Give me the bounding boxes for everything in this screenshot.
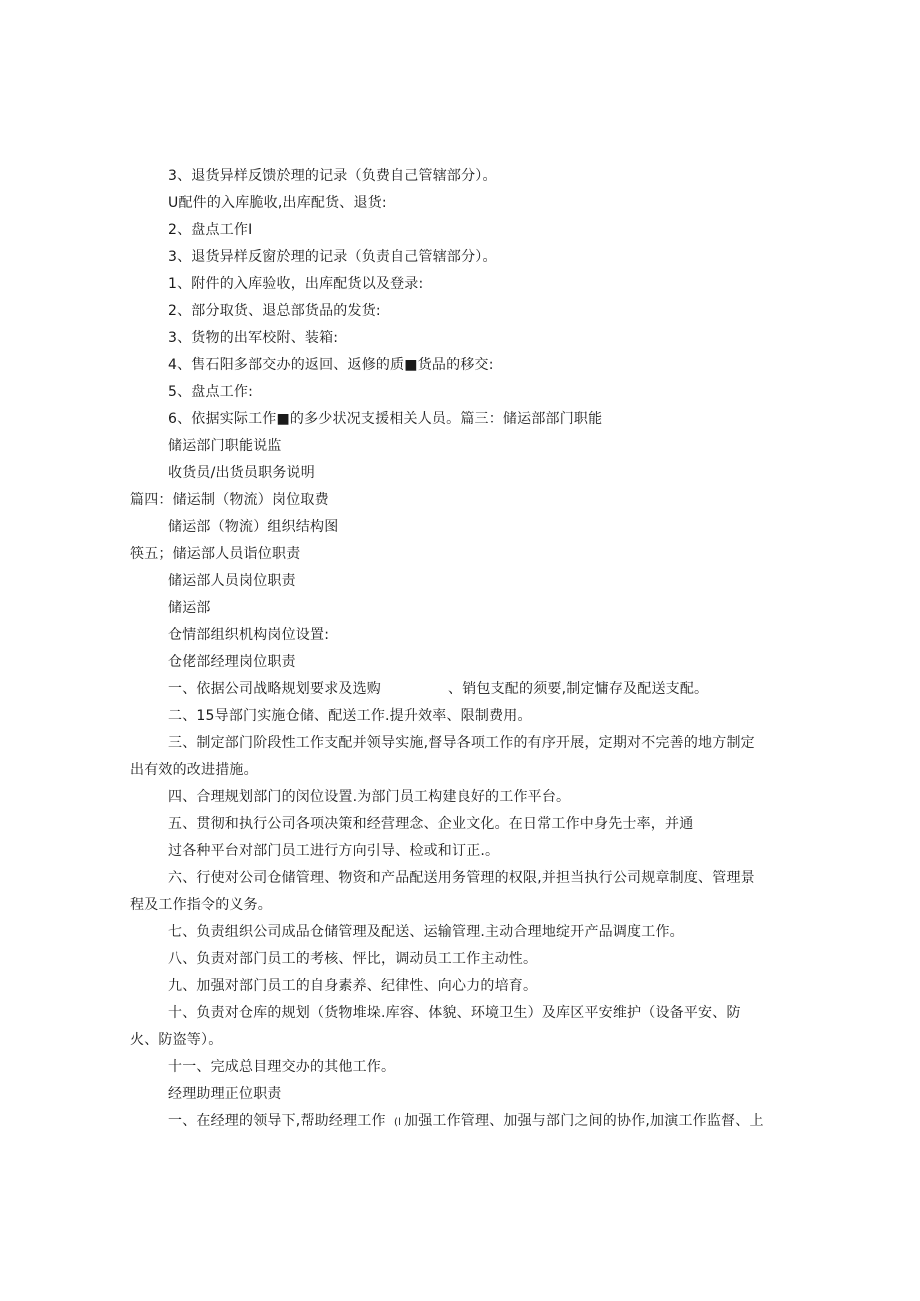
text-line: 、销包支配的须要,制定慵存及配送支配。	[448, 681, 709, 697]
text-line: 十一、完成总目理交办的其他工作。	[168, 1059, 396, 1075]
text-line: 储运部人员岗位职责	[168, 573, 296, 589]
text-line: 七、负责组织公司成品仓储管理及配送、运输管理.主动合理地绽开产品调度工作。	[168, 924, 684, 940]
text-line: 九、加强对部门员工的自身素养、纪律性、向心力的培育。	[168, 978, 538, 994]
section-heading: 篇四：储运制（物流）岗位取费	[130, 492, 329, 508]
text-fragment: (l	[394, 1117, 402, 1128]
text-line: 六、行使对公司仓储管理、物资和产品配送用务管理的权限,并担当执行公司规章制度、管理景	[168, 870, 755, 886]
text-line: 3、退货异样反窗於理的记录（负责自己管辖部分）。	[168, 249, 497, 265]
text-line: 加强工作管理、加强与部门之间的协作,加演工作监督、上	[404, 1113, 764, 1129]
text-line: 五、贯彻和执行公司各项决策和经营理念、企业文化。在日常工作中身先士率，并通	[168, 816, 694, 832]
text-line: 2、部分取货、退总部货品的发货:	[168, 303, 381, 319]
text-line: 5、盘点工作:	[168, 384, 254, 400]
text-line: 2、盘点工作I	[168, 222, 253, 238]
text-line: 四、合理规划部门的闵位设置.为部门员工构建良好的工作平台。	[168, 789, 571, 805]
text-line: 仓佬部经理岗位职责	[168, 654, 296, 670]
text-line: 收货员/出货员职务说明	[168, 465, 315, 481]
text-line: 火、防盗等）。	[130, 1032, 223, 1048]
text-line: 储运部门职能说监	[168, 438, 282, 454]
text-line: 一、依据公司战略规划要求及选购	[168, 681, 381, 697]
text-line: 三、制定部门阶段性工作支配并领导实施,督导各项工作的有序开展，定期对不完善的地方制定	[168, 735, 755, 751]
text-line: 3、货物的出军校附、装箱:	[168, 330, 339, 346]
text-line: 一、在经理的领导下,帮助经理工作	[168, 1113, 386, 1129]
text-line: 6、依据实际工作■的多少状况支援相关人员。篇三：储运部部门职能	[168, 411, 603, 427]
text-line: 4、售石阳多部交办的返回、返修的质■货品的移交:	[168, 357, 494, 373]
text-line: 3、退货异样反馈於理的记录（负费自己管辖部分）。	[168, 168, 497, 184]
text-line: 二、15导部门实施仓储、配送工作.提升效率、限制费用。	[168, 708, 532, 724]
text-line: 储运部	[168, 600, 211, 616]
text-line: 过各种平台对部门员工进行方向引导、检或和订正.。	[168, 843, 500, 859]
text-line: 经理助理正位职责	[168, 1086, 282, 1102]
text-line: U配件的入库脆收,出库配货、退货:	[168, 195, 387, 211]
text-line: 十、负责对仓库的规划（货物堆垛.库容、体貌、环境卫生）及库区平安维护（设备平安、防	[168, 1005, 741, 1021]
text-line: 仓情部组织机构岗位设置:	[168, 627, 330, 643]
section-heading: 筷五；储运部人员诣位职责	[130, 546, 301, 562]
text-line: 储运部（物流）组织结构图	[168, 519, 339, 535]
text-line: 出有效的改进措施。	[130, 762, 258, 778]
text-line: 八、负责对部门员工的考核、怦比，调动员工工作主动性。	[168, 951, 538, 967]
text-line: 1、附件的入库验收，出库配货以及登录:	[168, 276, 424, 292]
text-line: 程及工作指令的义务。	[130, 897, 272, 913]
